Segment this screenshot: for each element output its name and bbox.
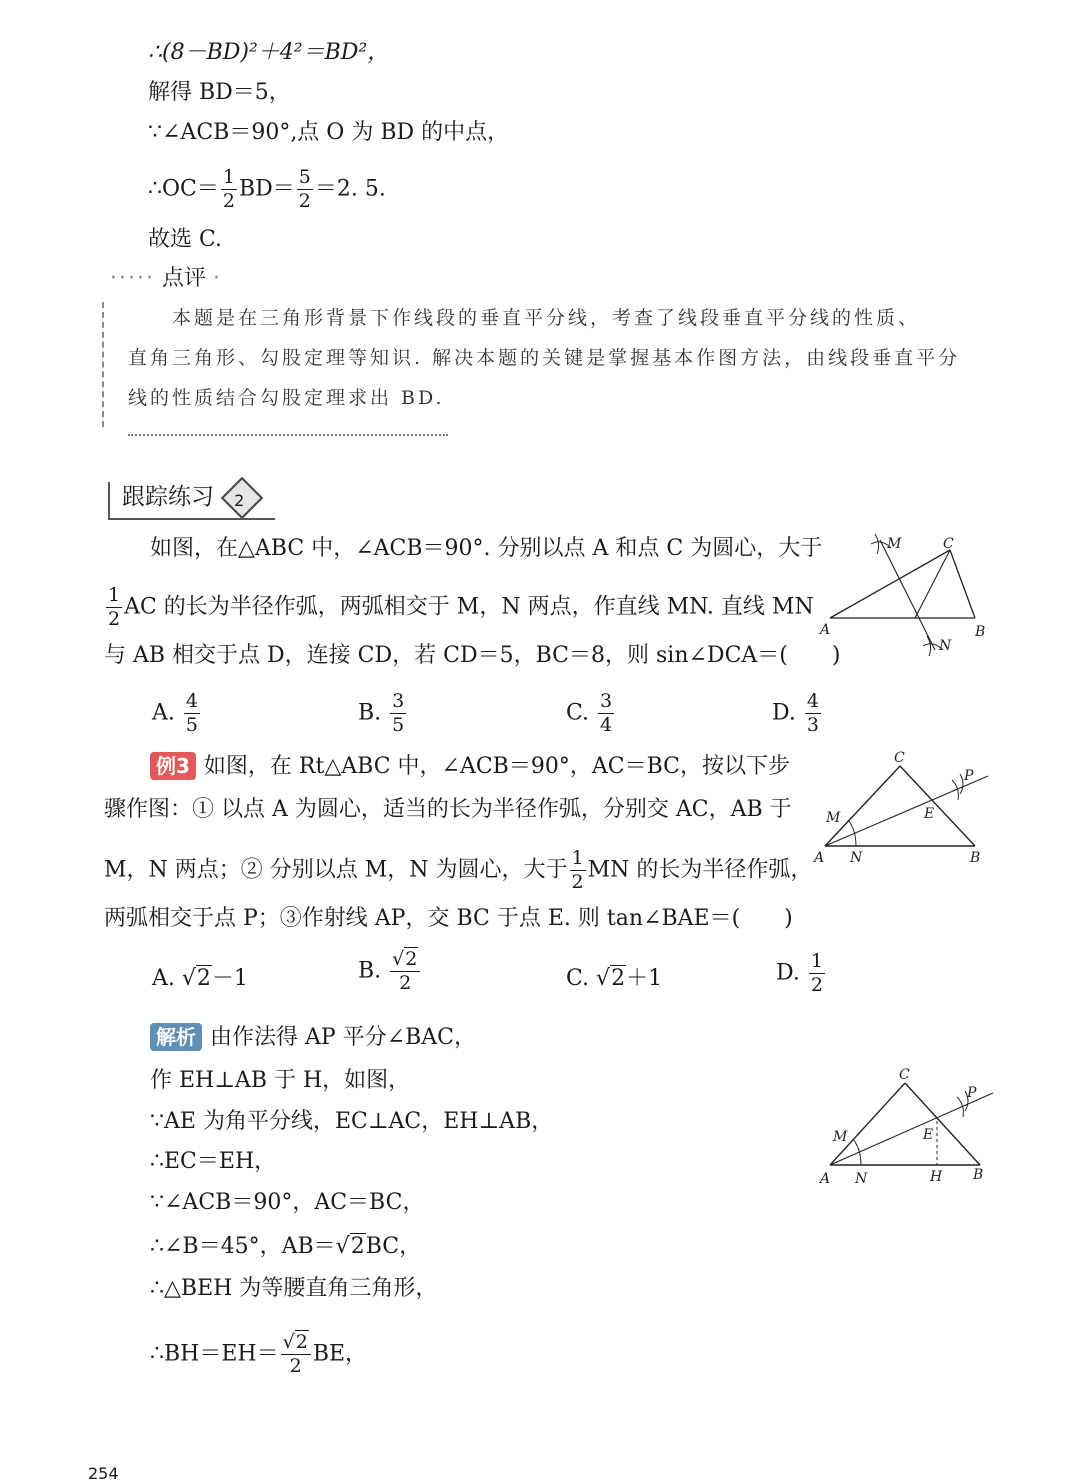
example3-line-1: 例3 如图，在 Rt△ABC 中，∠ACB＝90°，AC＝BC，按以下步: [150, 752, 790, 782]
comment-bottom-rule: [128, 434, 448, 436]
ex3-label-e: E: [924, 806, 935, 822]
example3-choice-a[interactable]: A. √2－1: [152, 966, 248, 991]
analysis-line-1: 解析 由作法得 AP 平分∠BAC，: [150, 1023, 476, 1053]
an-label-p: P: [967, 1085, 977, 1101]
practice-label-c: C: [943, 536, 954, 552]
ex3-label-p: P: [964, 768, 974, 784]
practice-text-1: 如图，在△ABC 中，∠ACB＝90°. 分别以点 A 和点 C 为圆心，大于: [150, 536, 823, 561]
practice-text-2: $\frac{1}{2}$ AC 的长为半径作弧，两弧相交于 M，N 两点，作直线 MN. 直线 MN: [108, 584, 814, 630]
example3-choice-b[interactable]: B. $\frac{√2}{2}$: [358, 950, 422, 993]
an-label-n: N: [855, 1171, 868, 1187]
an-label-m: M: [833, 1129, 848, 1145]
an-label-h: H: [930, 1169, 943, 1185]
ex3-label-n: N: [850, 850, 863, 866]
practice-heading: 跟踪练习 2: [122, 482, 257, 513]
comment-line-2: 直角三角形、勾股定理等知识. 解决本题的关键是掌握基本作图方法，由线段垂直平分: [128, 347, 961, 369]
practice-label-a: A: [820, 622, 831, 638]
solution-line-2: 解得 BD＝5，: [148, 80, 291, 105]
practice-choice-d[interactable]: D. $\frac{4}{3}$: [772, 690, 819, 736]
solution-line-1: ∴(8－BD)²＋4²＝BD²，: [148, 40, 390, 65]
example3-choice-c[interactable]: C. √2＋1: [566, 966, 663, 991]
analysis-line-3: ∵AE 为角平分线，EC⊥AC，EH⊥AB，: [150, 1109, 554, 1134]
comment-line-1: 本题是在三角形背景下作线段的垂直平分线，考查了线段垂直平分线的性质、: [172, 307, 921, 329]
ex3-label-c: C: [894, 750, 905, 766]
practice-text-3: 与 AB 相交于点 D，连接 CD，若 CD＝5，BC＝8，则 sin∠DCA＝( ): [104, 643, 841, 668]
an-label-a: A: [820, 1171, 831, 1187]
analysis-figure: [815, 1065, 1000, 1195]
example3-line-4: 两弧相交于点 P；③作射线 AP，交 BC 于点 E. 则 tan∠BAE＝( ): [104, 906, 793, 931]
practice-label-n: N: [939, 638, 952, 654]
practice-figure: [815, 530, 995, 665]
solution-line-5: 故选 C.: [148, 227, 223, 252]
solution-line-3: ∵∠ACB＝90°,点 O 为 BD 的中点，: [148, 120, 510, 145]
solution-line-4: ∴OC＝ $\frac{1}{2}$ BD＝ $\frac{5}{2}$ ＝2. 5.: [148, 166, 386, 212]
an-label-c: C: [899, 1067, 910, 1083]
analysis-line-4: ∴EC＝EH，: [150, 1149, 277, 1174]
practice-choice-b[interactable]: B. $\frac{3}{5}$: [358, 690, 405, 736]
an-label-b: B: [973, 1167, 984, 1183]
example3-tag: 例3: [150, 752, 196, 780]
analysis-line-5: ∵∠ACB＝90°，AC＝BC，: [150, 1190, 425, 1215]
analysis-line-2: 作 EH⊥AB 于 H，如图，: [150, 1068, 411, 1093]
example3-figure: [810, 748, 995, 873]
practice-label-b: B: [975, 624, 986, 640]
example3-line-3: M，N 两点；② 分别以点 M，N 为圆心，大于 $\frac{1}{2}$ MN 的长为半径作弧，: [104, 847, 813, 893]
ex3-label-m: M: [826, 810, 841, 826]
analysis-line-7: ∴△BEH 为等腰直角三角形，: [150, 1276, 438, 1301]
comment-line-3: 线的性质结合勾股定理求出 BD.: [128, 387, 445, 409]
ex3-label-a: A: [814, 850, 825, 866]
practice-number-badge: 2: [221, 476, 263, 518]
ex3-label-b: B: [970, 850, 981, 866]
practice-label-m: M: [887, 536, 902, 552]
analysis-line-8: ∴BH＝EH＝ $\frac{√2}{2}$ BE，: [150, 1331, 368, 1377]
an-label-e: E: [923, 1127, 934, 1143]
analysis-tag: 解析: [150, 1023, 202, 1051]
page-number: 254: [88, 1464, 119, 1483]
example3-line-2: 骤作图：① 以点 A 为圆心，适当的长为半径作弧，分别交 AC，AB 于: [104, 797, 792, 822]
comment-heading: ····· 点评 ·: [110, 266, 220, 291]
example3-choice-d[interactable]: D. $\frac{1}{2}$: [776, 950, 823, 996]
analysis-line-6: ∴∠B＝45°，AB＝√2BC，: [150, 1234, 422, 1259]
practice-choice-c[interactable]: C. $\frac{3}{4}$: [566, 690, 613, 736]
practice-choice-a[interactable]: A. $\frac{4}{5}$: [152, 690, 198, 736]
